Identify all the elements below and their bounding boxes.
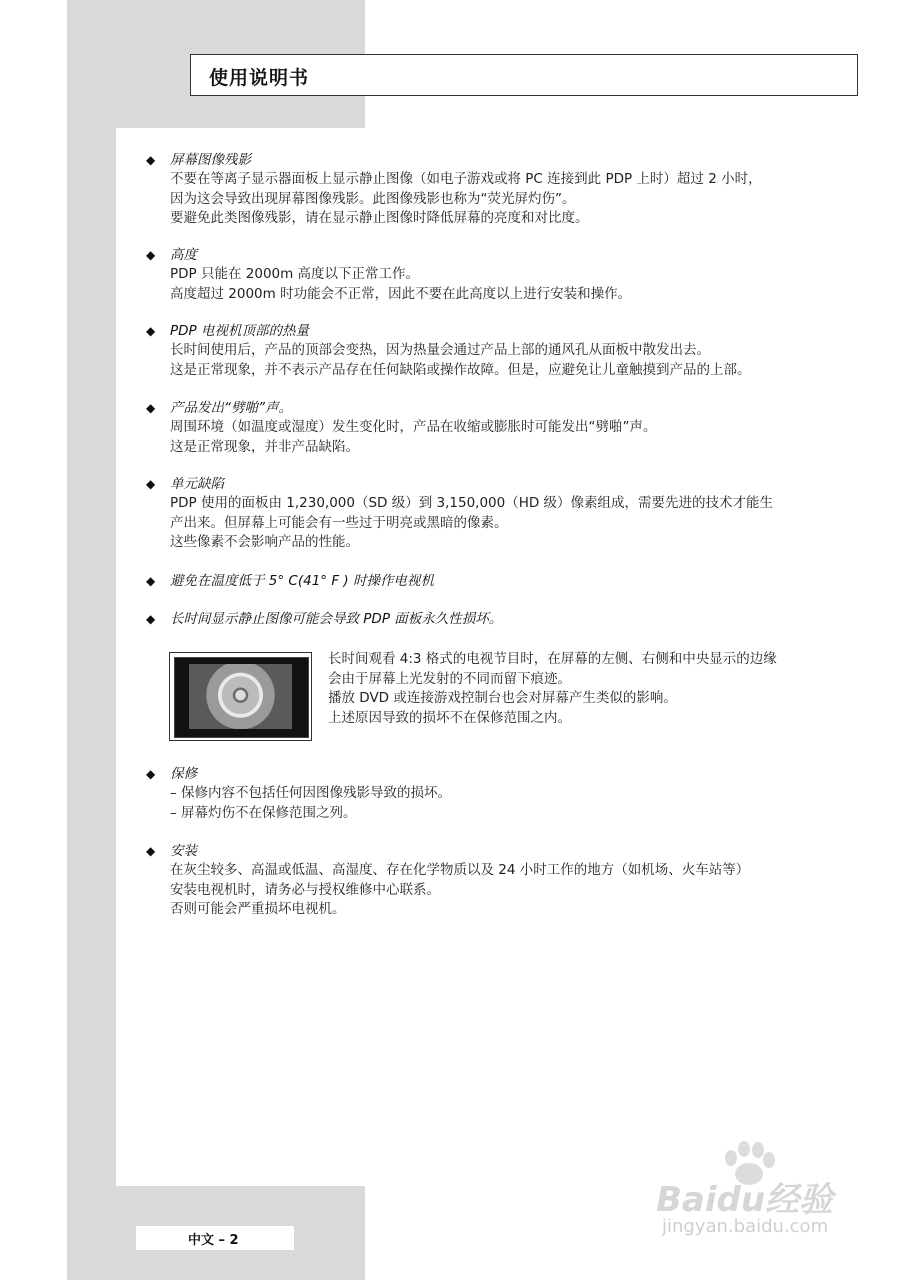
bullet-icon: ◆ <box>146 324 156 338</box>
section-text: 这是正常现象，并不表示产品存在任何缺陷或操作故障。但是，应避免让儿童触摸到产品的上部。 <box>170 361 751 378</box>
section-heading: 高度 <box>170 247 197 263</box>
section-heading: 安装 <box>170 843 197 859</box>
section-installation <box>146 842 856 920</box>
tv-screen-frame <box>174 657 309 738</box>
section-heading: 长时间显示静止图像可能会导致 PDP 面板永久性损坏。 <box>170 611 503 627</box>
bullet-icon: ◆ <box>146 574 156 588</box>
watermark-brand-cn: 经验 <box>765 1180 834 1220</box>
section-heading: 产品发出“劈啪”声。 <box>170 400 292 416</box>
bullet-icon: ◆ <box>146 477 156 491</box>
watermark-brand-part: Bai <box>656 1180 717 1220</box>
section-text: 高度超过 2000m 时功能会不正常，因此不要在此高度以上进行安装和操作。 <box>170 285 632 302</box>
bullet-icon: ◆ <box>146 767 156 781</box>
section-text: – 保修内容不包括任何因图像残影导致的损坏。 <box>170 785 452 801</box>
section-text: 要避免此类图像残影，请在显示静止图像时降低屏幕的亮度和对比度。 <box>170 210 589 226</box>
section-text: PDP 使用的面板由 1,230,000（SD 级）到 3,150,000（HD 级）像素组成，需要先进的技术才能生 <box>170 495 774 511</box>
section-text: PDP 只能在 2000m 高度以下正常工作。 <box>170 266 420 282</box>
section-text: 这些像素不会影响产品的性能。 <box>170 534 359 550</box>
note-text: 长时间观看 4:3 格式的电视节目时，在屏幕的左侧、右侧和中央显示的边缘 <box>328 651 777 667</box>
bullet-icon: ◆ <box>146 612 156 626</box>
section-heading: 屏幕图像残影 <box>170 152 251 168</box>
bullet-icon: ◆ <box>146 248 156 262</box>
title-box <box>190 54 858 96</box>
section-text: – 屏幕灼伤不在保修范围之列。 <box>170 804 357 821</box>
section-text: 长时间使用后，产品的顶部会变热，因为热量会通过产品上部的通风孔从面板中散发出去。 <box>170 342 710 358</box>
section-text: 这是正常现象，并非产品缺陷。 <box>170 438 359 455</box>
section-heading: 避免在温度低于 5° C(41° F ) 时操作电视机 <box>170 573 434 589</box>
watermark-url: jingyan.baidu.com <box>662 1216 829 1237</box>
bullet-icon: ◆ <box>146 844 156 858</box>
page-number: 中文 – 2 <box>188 1233 239 1248</box>
flower-image <box>189 664 292 729</box>
section-heading: PDP 电视机顶部的热量 <box>170 323 309 339</box>
section-text: 否则可能会严重损坏电视机。 <box>170 901 346 917</box>
illustration-note <box>328 650 858 728</box>
section-warranty <box>146 765 856 823</box>
section-heading: 单元缺陷 <box>170 476 224 492</box>
section-permanent-damage <box>146 610 856 629</box>
section-text: 安装电视机时，请务必与授权维修中心联系。 <box>170 881 440 898</box>
section-text: 不要在等离子显示器面板上显示静止图像（如电子游戏或将 PC 连接到此 PDP 上时）超过 2 小时， <box>170 171 762 187</box>
note-text: 上述原因导致的损坏不在保修范围之内。 <box>328 709 571 726</box>
section-top-heat <box>146 322 856 380</box>
page-title: 使用说明书 <box>209 67 310 89</box>
section-crackling-sound <box>146 399 856 457</box>
tv-burn-in-illustration <box>169 652 312 741</box>
section-temperature <box>146 572 856 591</box>
section-text: 周围环境（如温度或湿度）发生变化时，产品在收缩或膨胀时可能发出“劈啪”声。 <box>170 419 657 435</box>
note-text: 播放 DVD 或连接游戏控制台也会对屏幕产生类似的影响。 <box>328 690 677 706</box>
section-image-retention <box>146 151 856 229</box>
bullet-icon: ◆ <box>146 401 156 415</box>
section-cell-defects <box>146 475 856 553</box>
section-text: 因为这会导致出现屏幕图像残影。此图像残影也称为“荧光屏灼伤”。 <box>170 190 576 207</box>
watermark-brand <box>656 1172 833 1221</box>
section-altitude <box>146 246 856 304</box>
page-number-label <box>136 1226 294 1250</box>
watermark-brand-part: du <box>716 1180 766 1220</box>
section-text: 在灰尘较多、高温或低温、高湿度、存在化学物质以及 24 小时工作的地方（如机场、火车站等） <box>170 862 750 878</box>
bullet-icon: ◆ <box>146 153 156 167</box>
note-text: 会由于屏幕上光发射的不同而留下痕迹。 <box>328 670 571 687</box>
section-text: 产出来。但屏幕上可能会有一些过于明亮或黑暗的像素。 <box>170 514 508 531</box>
section-heading: 保修 <box>170 766 197 782</box>
